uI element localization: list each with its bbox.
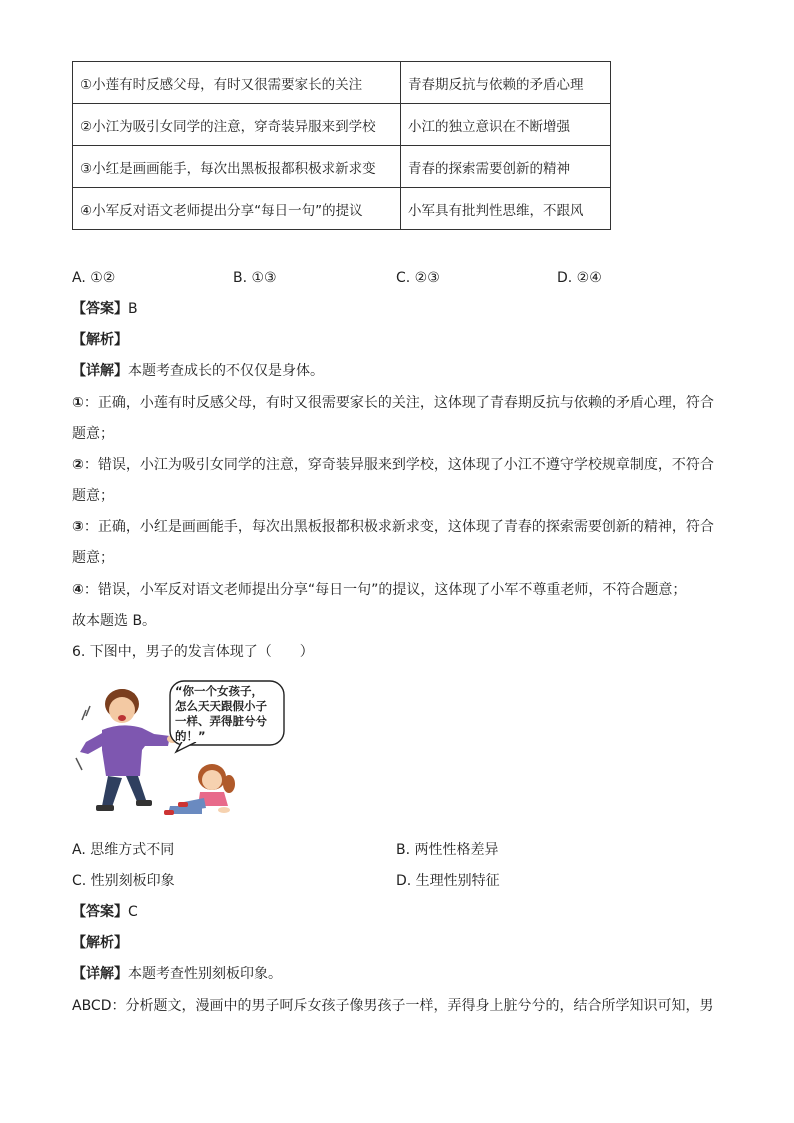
q5-explain-2 — [72, 455, 714, 475]
q6-explain: ABCD：分析题文，漫画中的男子呵斥女孩子像男孩子一样，弄得身上脏兮兮的，结合所学知识可知，男 — [72, 998, 714, 1014]
table-row — [73, 188, 611, 230]
bubble-line: 一样、弄得脏兮兮 — [175, 714, 267, 728]
q5-option-a: A. ①② — [72, 270, 116, 286]
q6-option-d: D. 生理性别特征 — [396, 873, 500, 889]
explain-num: ③ — [72, 519, 84, 535]
detail-label: 【详解】 — [72, 966, 128, 982]
q6-option-c: C. 性别刻板印象 — [72, 873, 175, 889]
q5-explain-3 — [72, 517, 714, 537]
detail-text: 本题考查性别刻板印象。 — [128, 966, 282, 982]
bubble-line: “你一个女孩子， — [175, 684, 264, 698]
q5-option-b: B. ①③ — [233, 270, 277, 286]
q6-analysis-label: 【解析】 — [72, 935, 128, 951]
q6-detail — [72, 964, 282, 984]
girl-figure — [164, 764, 235, 815]
cartoon-image — [72, 680, 288, 820]
explain-text: ：正确，小红是画画能手，每次出黑板报都积极求新求变，这体现了青春的探索需要创新的精神，符合 — [83, 519, 714, 535]
explain-text: ：错误，小军反对语文老师提出分享“每日一句”的提议，这体现了小军不尊重老师，不符合题意； — [83, 582, 687, 598]
table-row — [73, 104, 611, 146]
explain-num: ④ — [72, 582, 84, 598]
q5-answer — [72, 299, 138, 319]
q6-option-b: B. 两性性格差异 — [396, 842, 499, 858]
bubble-line: 怎么天天跟假小子 — [175, 699, 267, 713]
q6-stem: 6. 下图中，男子的发言体现了（ ） — [72, 644, 314, 660]
answer-label: 【答案】 — [72, 904, 128, 920]
detail-text: 本题考查成长的不仅仅是身体。 — [128, 363, 324, 379]
table-cell: 小江的独立意识在不断增强 — [401, 104, 611, 146]
speech-bubble-text — [175, 684, 267, 744]
explain-num: ① — [72, 395, 84, 411]
table-cell: 青春的探索需要创新的精神 — [401, 146, 611, 188]
q5-explain-3-cont: 题意； — [72, 550, 114, 566]
explain-num: ② — [72, 457, 84, 473]
detail-label: 【详解】 — [72, 363, 128, 379]
explain-text: ：错误，小江为吸引女同学的注意，穿奇装异服来到学校，这体现了小江不遵守学校规章制度，不符合 — [83, 457, 714, 473]
answer-label: 【答案】 — [72, 301, 128, 317]
statement-table — [72, 61, 611, 230]
q6-answer — [72, 902, 138, 922]
table-row — [73, 62, 611, 104]
answer-value: C — [128, 904, 138, 920]
q5-option-c: C. ②③ — [396, 270, 440, 286]
q5-conclusion: 故本题选 B。 — [72, 613, 157, 629]
explain-text: ：正确，小莲有时反感父母，有时又很需要家长的关注，这体现了青春期反抗与依赖的矛盾心理，符合 — [83, 395, 714, 411]
q5-explain-1 — [72, 393, 714, 413]
table-cell: 小军具有批判性思维，不跟风 — [401, 188, 611, 230]
q5-option-d: D. ②④ — [557, 270, 602, 286]
q5-explain-1-cont: 题意； — [72, 426, 114, 442]
table-cell: ③小红是画画能手，每次出黑板报都积极求新求变 — [73, 146, 401, 188]
table-row — [73, 146, 611, 188]
q5-analysis-label: 【解析】 — [72, 332, 128, 348]
table-cell: 青春期反抗与依赖的矛盾心理 — [401, 62, 611, 104]
q6-option-a: A. 思维方式不同 — [72, 842, 175, 858]
man-figure — [76, 689, 179, 811]
table-cell: ④小军反对语文老师提出分享“每日一句”的提议 — [73, 188, 401, 230]
table-cell: ②小江为吸引女同学的注意，穿奇装异服来到学校 — [73, 104, 401, 146]
q5-explain-4 — [72, 580, 686, 600]
table-cell: ①小莲有时反感父母，有时又很需要家长的关注 — [73, 62, 401, 104]
q5-detail — [72, 361, 324, 381]
bubble-line: 的！” — [175, 729, 206, 743]
answer-value: B — [128, 301, 138, 317]
q5-explain-2-cont: 题意； — [72, 488, 114, 504]
